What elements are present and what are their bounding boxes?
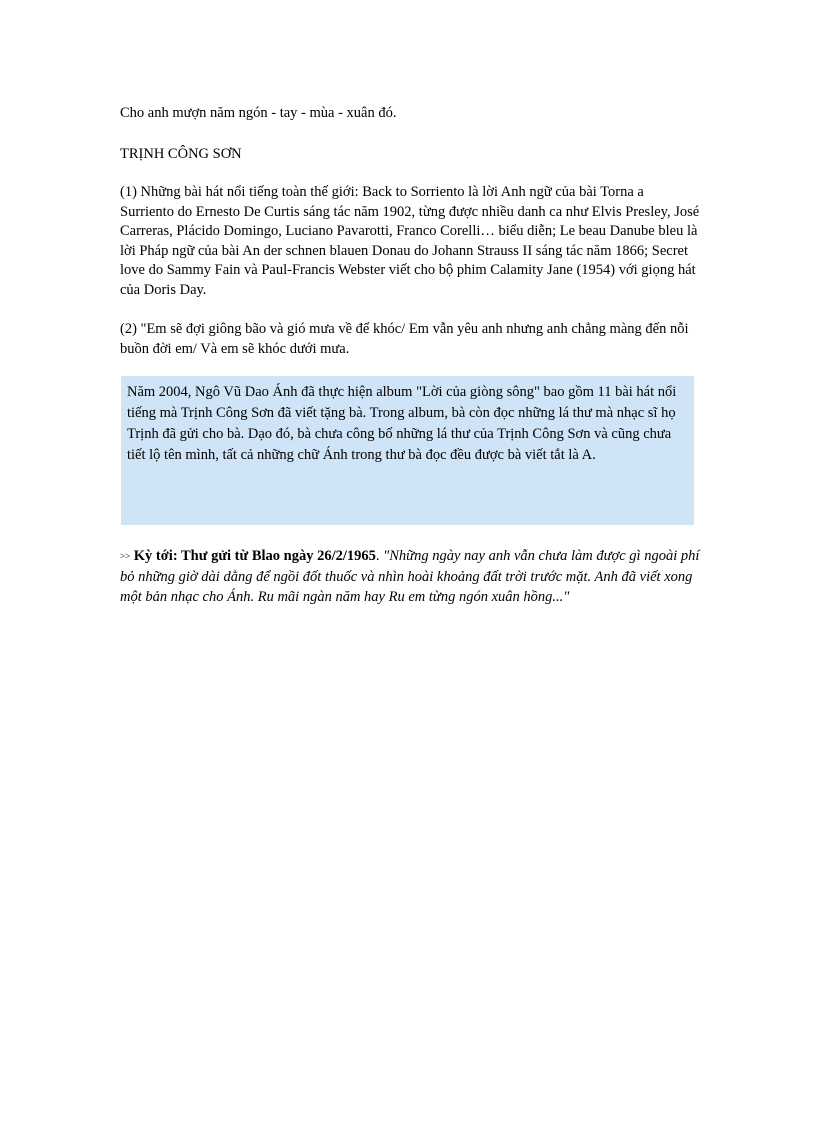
next-post-teaser — [120, 546, 700, 608]
opening-line: Cho anh mượn năm ngón - tay - mùa - xuân đó. — [120, 105, 397, 121]
footnote-2: (2) "Em sẽ đợi giông bão và gió mưa về để khóc/ Em vẫn yêu anh nhưng anh chẳng màng đến nỗi buồn đời em/ Và em sẽ khóc dưới mưa. — [120, 321, 689, 357]
footnote-1: (1) Những bài hát nổi tiếng toàn thế giới: Back to Sorriento là lời Anh ngữ của bài Torna a Surriento do Ernesto De Curtis sáng tác năm 1902, từng được nhiều danh ca như Elvis Presley, José Carreras, Plácido Domingo, Luciano Pavarotti, Franco Corelli… biểu diễn; Le beau Danube bleu là lời Pháp ngữ của bài An der schnen blauen Donau do Johann Strauss II sáng tác năm 1866; Secret love do Sammy Fain và Paul-Francis Webster viết cho bộ phim Calamity Jane (1954) với giọng hát của Doris Day. — [120, 184, 700, 298]
highlight-box-text: Năm 2004, Ngô Vũ Dao Ánh đã thực hiện album "Lời của giòng sông" bao gồm 11 bài hát nổi tiếng mà Trịnh Công Sơn đã viết tặng bà. Trong album, bà còn đọc những lá thư mà nhạc sĩ họ Trịnh đã gửi cho bà. Dạo đó, bà chưa công bố những lá thư của Trịnh Công Sơn và cũng chưa tiết lộ tên mình, tất cả những chữ Ánh trong thư bà đọc đều được bà viết tắt là A. — [127, 384, 677, 463]
next-post-excerpt: "Những ngày nay anh vẫn chưa làm được gì ngoài phí bỏ những giờ dài dằng để ngồi đốt thuốc và nhìn hoài khoảng đất trời trước mặt. Anh đã viết xong một bản nhạc cho Ánh. Ru mãi ngàn năm hay Ru em từng ngón xuân hồng..." — [120, 548, 700, 605]
next-post-label: Kỳ tới: Thư gửi từ Blao ngày 26/2/1965 — [133, 548, 376, 564]
next-arrows: >> — [120, 551, 131, 561]
highlight-box — [121, 376, 694, 525]
next-post-separator: . — [375, 548, 384, 564]
author-signature: TRỊNH CÔNG SƠN — [120, 146, 242, 162]
